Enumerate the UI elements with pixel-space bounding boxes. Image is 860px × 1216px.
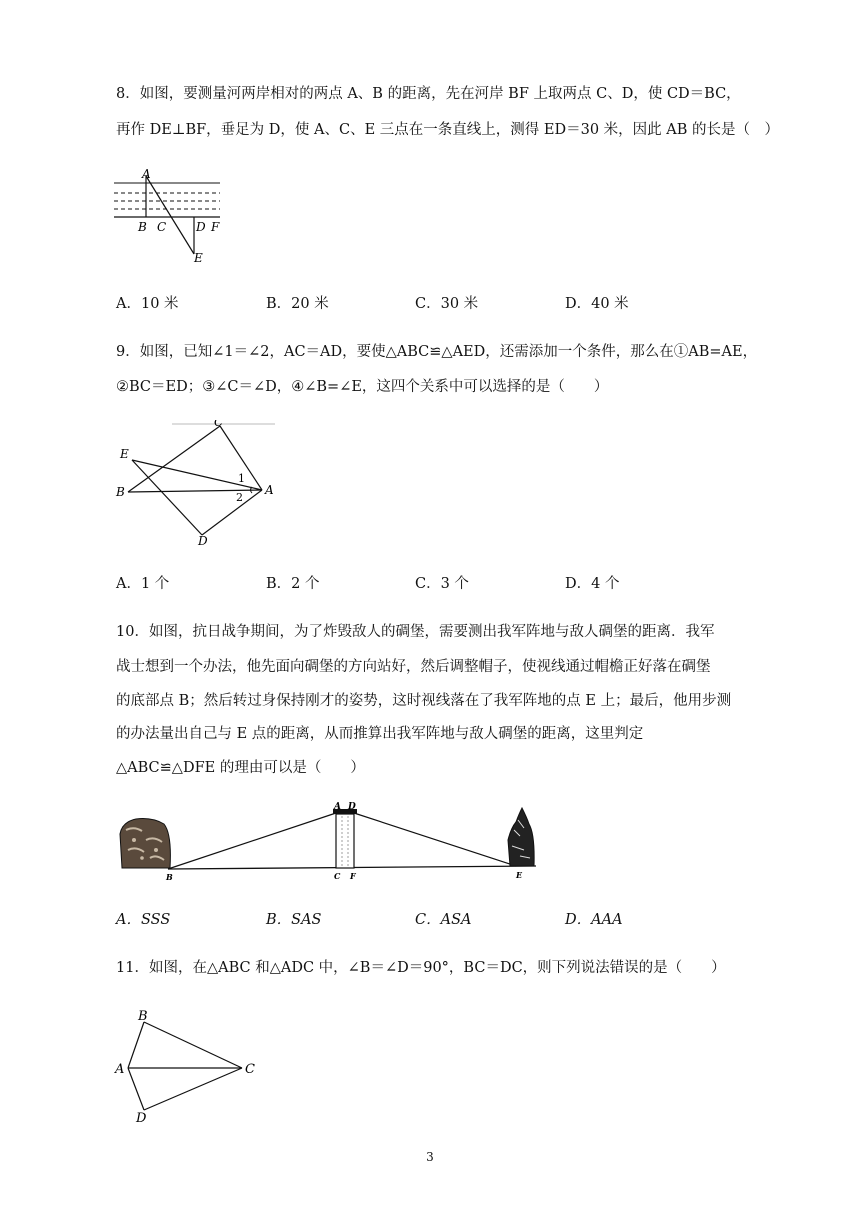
q9-label-e: E	[120, 447, 129, 461]
q8-option-a: A．10 米	[116, 296, 179, 312]
q9-text-line1: 9．如图，已知∠1＝∠2，AC＝AD，要使△ABC≌△AED，还需添加一个条件，那么在①AB=AE，	[116, 344, 758, 360]
q10-option-a: A．SSS	[116, 912, 171, 928]
q9-option-a: A．1 个	[116, 576, 170, 592]
q10-text-line3: 的底部点 B；然后转过身保持刚才的姿势，这时视线落在了我军阵地的点 E 上；最后，他用步测	[116, 693, 732, 709]
q9-label-a: A	[265, 483, 274, 497]
q9-option-d: D．4 个	[565, 576, 620, 592]
q8-text-line2: 再作 DE⊥BF，垂足为 D，使 A、C、E 三点在一条直线上，测得 ED＝30 米，因此 AB 的长是（ ）	[116, 122, 779, 138]
q9-option-c: C．3 个	[415, 576, 469, 592]
q10-option-d: D．AAA	[565, 912, 623, 928]
q9-text-line2: ②BC＝ED；③∠C＝∠D，④∠B=∠E，这四个关系中可以选择的是（ ）	[116, 379, 609, 395]
tree-icon	[508, 808, 534, 866]
q10-option-c: C．ASA	[415, 912, 472, 928]
q9-label-d: D	[198, 534, 208, 548]
q11-text-line1: 11．如图，在△ABC 和△ADC 中，∠B＝∠D＝90°，BC＝DC，则下列说法错误的是（ ）	[116, 960, 726, 976]
bunker-icon	[120, 819, 170, 868]
q10-label-a: A	[334, 802, 341, 812]
q11-kite-figure	[108, 1004, 268, 1136]
q9-label-b: B	[116, 485, 125, 499]
q10-label-b: B	[166, 872, 173, 882]
q8-label-e: E	[194, 251, 203, 265]
q8-text-line1: 8．如图，要测量河两岸相对的两点 A、B 的距离，先在河岸 BF 上取两点 C、D，使 CD＝BC，	[116, 86, 741, 102]
q10-text-line5: △ABC≌△DFE 的理由可以是（ ）	[116, 760, 365, 776]
q8-option-b: B．20 米	[266, 296, 329, 312]
q10-label-f: F	[350, 871, 356, 881]
soldier-icon	[333, 809, 357, 868]
q8-label-f: F	[211, 220, 220, 234]
q8-label-d: D	[196, 220, 206, 234]
q9-label-angle1: 1	[238, 472, 245, 485]
q11-label-b: B	[138, 1009, 148, 1024]
q8-label-b: B	[138, 220, 147, 234]
q10-option-b: B．SAS	[266, 912, 322, 928]
q9-triangles-figure	[110, 420, 280, 554]
q10-text-line1: 10．如图，抗日战争期间，为了炸毁敌人的碉堡，需要测出我军阵地与敌人碉堡的距离．我军	[116, 624, 715, 640]
q8-river-figure	[108, 168, 228, 272]
q10-bunker-figure	[114, 800, 554, 886]
q10-label-e: E	[516, 870, 523, 880]
q10-label-d: D	[348, 802, 356, 812]
q8-option-d: D．40 米	[565, 296, 629, 312]
q9-label-c: C	[214, 420, 224, 429]
q8-label-c: C	[157, 220, 167, 234]
q9-option-b: B．2 个	[266, 576, 320, 592]
q9-label-angle2: 2	[236, 491, 243, 504]
q8-option-c: C．30 米	[415, 296, 479, 312]
q11-label-c: C	[245, 1062, 255, 1077]
page-number: 3	[426, 1150, 434, 1164]
q8-label-a: A	[142, 168, 151, 181]
q10-text-line2: 战士想到一个办法，他先面向碉堡的方向站好，然后调整帽子，使视线通过帽檐正好落在碉堡	[116, 659, 711, 675]
q10-text-line4: 的办法量出自己与 E 点的距离，从而推算出我军阵地与敌人碉堡的距离，这里判定	[116, 726, 644, 742]
q11-label-a: A	[115, 1062, 125, 1077]
q11-label-d: D	[136, 1111, 147, 1126]
q10-label-c: C	[334, 871, 341, 881]
